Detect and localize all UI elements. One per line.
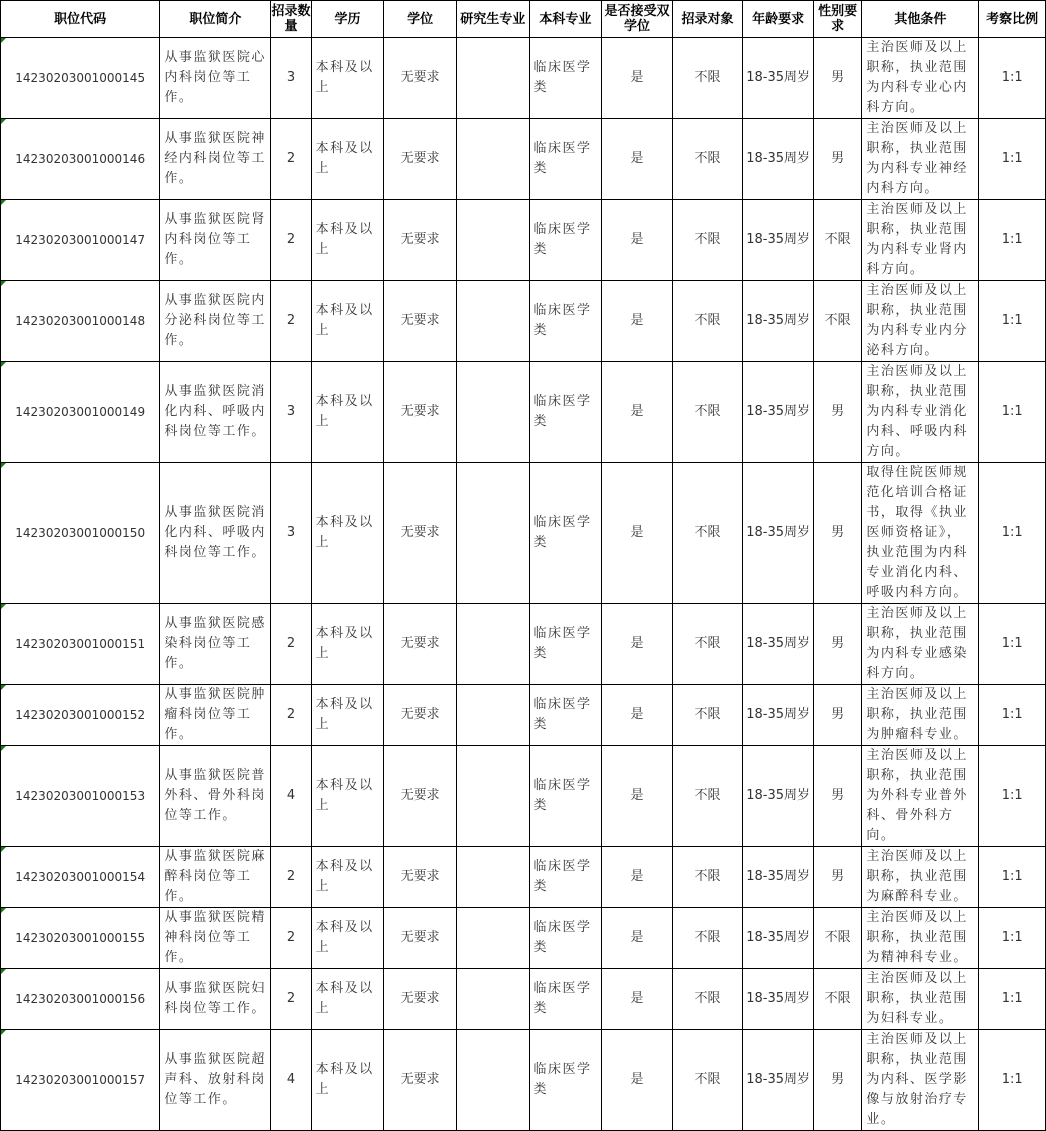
cell-target: 不限 — [672, 746, 743, 847]
header-edu: 学历 — [311, 1, 384, 38]
header-target: 招录对象 — [672, 1, 743, 38]
cell-dual: 是 — [602, 38, 673, 119]
cell-major: 临床医学类 — [529, 847, 602, 908]
cell-edu: 本科及以上 — [311, 746, 384, 847]
cell-code: 14230203001000152 — [1, 685, 160, 746]
cell-intro: 从事监狱医院普外科、骨外科岗位等工作。 — [160, 746, 271, 847]
cell-major: 临床医学类 — [529, 1030, 602, 1131]
cell-grad-major — [456, 38, 529, 119]
cell-edu: 本科及以上 — [311, 908, 384, 969]
header-grad-major: 研究生专业 — [456, 1, 529, 38]
cell-ratio: 1:1 — [979, 746, 1046, 847]
cell-ratio: 1:1 — [979, 463, 1046, 604]
cell-age: 18-35周岁 — [743, 1030, 814, 1131]
cell-age: 18-35周岁 — [743, 200, 814, 281]
cell-edu: 本科及以上 — [311, 969, 384, 1030]
cell-grad-major — [456, 969, 529, 1030]
cell-intro: 从事监狱医院超声科、放射科岗位等工作。 — [160, 1030, 271, 1131]
cell-major: 临床医学类 — [529, 362, 602, 463]
cell-code: 14230203001000148 — [1, 281, 160, 362]
cell-code: 14230203001000157 — [1, 1030, 160, 1131]
cell-gender: 男 — [813, 604, 861, 685]
cell-edu: 本科及以上 — [311, 38, 384, 119]
header-ratio: 考察比例 — [979, 1, 1046, 38]
cell-degree: 无要求 — [384, 281, 457, 362]
table-row — [1, 604, 1046, 685]
cell-dual: 是 — [602, 969, 673, 1030]
cell-grad-major — [456, 200, 529, 281]
cell-other: 主治医师及以上职称，执业范围为内科专业内分泌科方向。 — [862, 281, 979, 362]
cell-major: 临床医学类 — [529, 38, 602, 119]
cell-ratio: 1:1 — [979, 685, 1046, 746]
cell-degree: 无要求 — [384, 1030, 457, 1131]
cell-dual: 是 — [602, 200, 673, 281]
cell-code: 14230203001000153 — [1, 746, 160, 847]
cell-code: 14230203001000154 — [1, 847, 160, 908]
table-row — [1, 969, 1046, 1030]
cell-count: 2 — [271, 281, 311, 362]
cell-target: 不限 — [672, 1030, 743, 1131]
cell-target: 不限 — [672, 281, 743, 362]
cell-major: 临床医学类 — [529, 746, 602, 847]
cell-intro: 从事监狱医院心内科岗位等工作。 — [160, 38, 271, 119]
cell-grad-major — [456, 604, 529, 685]
cell-other: 主治医师及以上职称，执业范围为内科专业神经内科方向。 — [862, 119, 979, 200]
cell-target: 不限 — [672, 847, 743, 908]
cell-target: 不限 — [672, 685, 743, 746]
cell-code: 14230203001000150 — [1, 463, 160, 604]
cell-other: 主治医师及以上职称，执业范围为内科专业消化内科、呼吸内科方向。 — [862, 362, 979, 463]
cell-count: 3 — [271, 38, 311, 119]
cell-other: 主治医师及以上职称，执业范围为肿瘤科专业。 — [862, 685, 979, 746]
cell-count: 4 — [271, 1030, 311, 1131]
cell-major: 临床医学类 — [529, 200, 602, 281]
cell-ratio: 1:1 — [979, 908, 1046, 969]
header-other: 其他条件 — [862, 1, 979, 38]
cell-dual: 是 — [602, 685, 673, 746]
cell-edu: 本科及以上 — [311, 847, 384, 908]
cell-code: 14230203001000146 — [1, 119, 160, 200]
cell-count: 2 — [271, 200, 311, 281]
cell-age: 18-35周岁 — [743, 746, 814, 847]
cell-age: 18-35周岁 — [743, 908, 814, 969]
table-row — [1, 847, 1046, 908]
cell-dual: 是 — [602, 281, 673, 362]
table-row — [1, 119, 1046, 200]
table-row — [1, 463, 1046, 604]
cell-degree: 无要求 — [384, 746, 457, 847]
header-major: 本科专业 — [529, 1, 602, 38]
cell-dual: 是 — [602, 119, 673, 200]
cell-other: 取得住院医师规范化培训合格证书，取得《执业医师资格证》，执业范围为内科专业消化内科、呼吸内科方向。 — [862, 463, 979, 604]
cell-age: 18-35周岁 — [743, 362, 814, 463]
cell-other: 主治医师及以上职称，执业范围为外科专业普外科、骨外科方向。 — [862, 746, 979, 847]
cell-dual: 是 — [602, 463, 673, 604]
cell-ratio: 1:1 — [979, 362, 1046, 463]
cell-other: 主治医师及以上职称，执业范围为内科专业肾内科方向。 — [862, 200, 979, 281]
table-row — [1, 281, 1046, 362]
cell-other: 主治医师及以上职称，执业范围为内科、医学影像与放射治疗专业。 — [862, 1030, 979, 1131]
cell-grad-major — [456, 908, 529, 969]
cell-edu: 本科及以上 — [311, 200, 384, 281]
cell-major: 临床医学类 — [529, 908, 602, 969]
header-count: 招录数量 — [271, 1, 311, 38]
cell-ratio: 1:1 — [979, 281, 1046, 362]
cell-degree: 无要求 — [384, 908, 457, 969]
cell-edu: 本科及以上 — [311, 119, 384, 200]
cell-dual: 是 — [602, 746, 673, 847]
cell-code: 14230203001000156 — [1, 969, 160, 1030]
cell-count: 2 — [271, 908, 311, 969]
cell-code: 14230203001000147 — [1, 200, 160, 281]
cell-age: 18-35周岁 — [743, 463, 814, 604]
cell-gender: 男 — [813, 746, 861, 847]
cell-grad-major — [456, 847, 529, 908]
cell-degree: 无要求 — [384, 200, 457, 281]
table-row — [1, 362, 1046, 463]
cell-code: 14230203001000151 — [1, 604, 160, 685]
cell-degree: 无要求 — [384, 969, 457, 1030]
cell-degree: 无要求 — [384, 463, 457, 604]
cell-degree: 无要求 — [384, 38, 457, 119]
cell-major: 临床医学类 — [529, 281, 602, 362]
table-row — [1, 746, 1046, 847]
cell-count: 3 — [271, 362, 311, 463]
header-age: 年龄要求 — [743, 1, 814, 38]
cell-grad-major — [456, 1030, 529, 1131]
table-row — [1, 200, 1046, 281]
cell-edu: 本科及以上 — [311, 604, 384, 685]
table-row — [1, 38, 1046, 119]
cell-dual: 是 — [602, 1030, 673, 1131]
cell-intro: 从事监狱医院感染科岗位等工作。 — [160, 604, 271, 685]
cell-edu: 本科及以上 — [311, 685, 384, 746]
cell-ratio: 1:1 — [979, 1030, 1046, 1131]
cell-gender: 不限 — [813, 200, 861, 281]
cell-other: 主治医师及以上职称，执业范围为内科专业心内科方向。 — [862, 38, 979, 119]
cell-target: 不限 — [672, 969, 743, 1030]
cell-gender: 男 — [813, 463, 861, 604]
cell-gender: 男 — [813, 847, 861, 908]
cell-age: 18-35周岁 — [743, 119, 814, 200]
cell-count: 2 — [271, 685, 311, 746]
cell-age: 18-35周岁 — [743, 604, 814, 685]
cell-target: 不限 — [672, 908, 743, 969]
cell-degree: 无要求 — [384, 604, 457, 685]
cell-gender: 男 — [813, 362, 861, 463]
cell-age: 18-35周岁 — [743, 685, 814, 746]
cell-gender: 男 — [813, 1030, 861, 1131]
cell-code: 14230203001000149 — [1, 362, 160, 463]
cell-target: 不限 — [672, 119, 743, 200]
cell-ratio: 1:1 — [979, 847, 1046, 908]
cell-intro: 从事监狱医院内分泌科岗位等工作。 — [160, 281, 271, 362]
cell-gender: 不限 — [813, 281, 861, 362]
cell-major: 临床医学类 — [529, 604, 602, 685]
cell-dual: 是 — [602, 908, 673, 969]
cell-gender: 男 — [813, 38, 861, 119]
cell-age: 18-35周岁 — [743, 281, 814, 362]
cell-intro: 从事监狱医院消化内科、呼吸内科岗位等工作。 — [160, 463, 271, 604]
cell-intro: 从事监狱医院神经内科岗位等工作。 — [160, 119, 271, 200]
cell-degree: 无要求 — [384, 119, 457, 200]
cell-ratio: 1:1 — [979, 969, 1046, 1030]
cell-target: 不限 — [672, 200, 743, 281]
cell-age: 18-35周岁 — [743, 38, 814, 119]
cell-ratio: 1:1 — [979, 200, 1046, 281]
cell-degree: 无要求 — [384, 685, 457, 746]
cell-age: 18-35周岁 — [743, 969, 814, 1030]
table-row — [1, 908, 1046, 969]
cell-edu: 本科及以上 — [311, 281, 384, 362]
cell-major: 临床医学类 — [529, 463, 602, 604]
header-gender: 性别要求 — [813, 1, 861, 38]
cell-gender: 男 — [813, 685, 861, 746]
cell-grad-major — [456, 463, 529, 604]
cell-edu: 本科及以上 — [311, 463, 384, 604]
cell-code: 14230203001000145 — [1, 38, 160, 119]
cell-major: 临床医学类 — [529, 685, 602, 746]
cell-gender: 不限 — [813, 969, 861, 1030]
cell-edu: 本科及以上 — [311, 362, 384, 463]
cell-other: 主治医师及以上职称，执业范围为内科专业感染科方向。 — [862, 604, 979, 685]
cell-dual: 是 — [602, 604, 673, 685]
cell-target: 不限 — [672, 362, 743, 463]
cell-dual: 是 — [602, 362, 673, 463]
cell-intro: 从事监狱医院妇科岗位等工作。 — [160, 969, 271, 1030]
cell-ratio: 1:1 — [979, 604, 1046, 685]
cell-intro: 从事监狱医院肿瘤科岗位等工作。 — [160, 685, 271, 746]
cell-grad-major — [456, 746, 529, 847]
table-row — [1, 685, 1046, 746]
cell-target: 不限 — [672, 38, 743, 119]
cell-count: 2 — [271, 604, 311, 685]
cell-grad-major — [456, 119, 529, 200]
cell-edu: 本科及以上 — [311, 1030, 384, 1131]
cell-major: 临床医学类 — [529, 969, 602, 1030]
header-degree: 学位 — [384, 1, 457, 38]
cell-grad-major — [456, 281, 529, 362]
cell-age: 18-35周岁 — [743, 847, 814, 908]
cell-intro: 从事监狱医院消化内科、呼吸内科岗位等工作。 — [160, 362, 271, 463]
cell-ratio: 1:1 — [979, 119, 1046, 200]
cell-count: 3 — [271, 463, 311, 604]
header-code: 职位代码 — [1, 1, 160, 38]
cell-major: 临床医学类 — [529, 119, 602, 200]
cell-gender: 男 — [813, 119, 861, 200]
cell-count: 2 — [271, 969, 311, 1030]
cell-gender: 不限 — [813, 908, 861, 969]
cell-target: 不限 — [672, 463, 743, 604]
cell-count: 4 — [271, 746, 311, 847]
header-row — [1, 1, 1046, 38]
cell-count: 2 — [271, 119, 311, 200]
cell-code: 14230203001000155 — [1, 908, 160, 969]
cell-other: 主治医师及以上职称，执业范围为精神科专业。 — [862, 908, 979, 969]
cell-grad-major — [456, 362, 529, 463]
cell-degree: 无要求 — [384, 847, 457, 908]
header-dual: 是否接受双学位 — [602, 1, 673, 38]
cell-grad-major — [456, 685, 529, 746]
cell-other: 主治医师及以上职称，执业范围为麻醉科专业。 — [862, 847, 979, 908]
cell-count: 2 — [271, 847, 311, 908]
cell-intro: 从事监狱医院精神科岗位等工作。 — [160, 908, 271, 969]
cell-intro: 从事监狱医院肾内科岗位等工作。 — [160, 200, 271, 281]
cell-other: 主治医师及以上职称，执业范围为妇科专业。 — [862, 969, 979, 1030]
cell-ratio: 1:1 — [979, 38, 1046, 119]
cell-target: 不限 — [672, 604, 743, 685]
cell-degree: 无要求 — [384, 362, 457, 463]
header-intro: 职位简介 — [160, 1, 271, 38]
table-row — [1, 1030, 1046, 1131]
cell-dual: 是 — [602, 847, 673, 908]
cell-intro: 从事监狱医院麻醉科岗位等工作。 — [160, 847, 271, 908]
